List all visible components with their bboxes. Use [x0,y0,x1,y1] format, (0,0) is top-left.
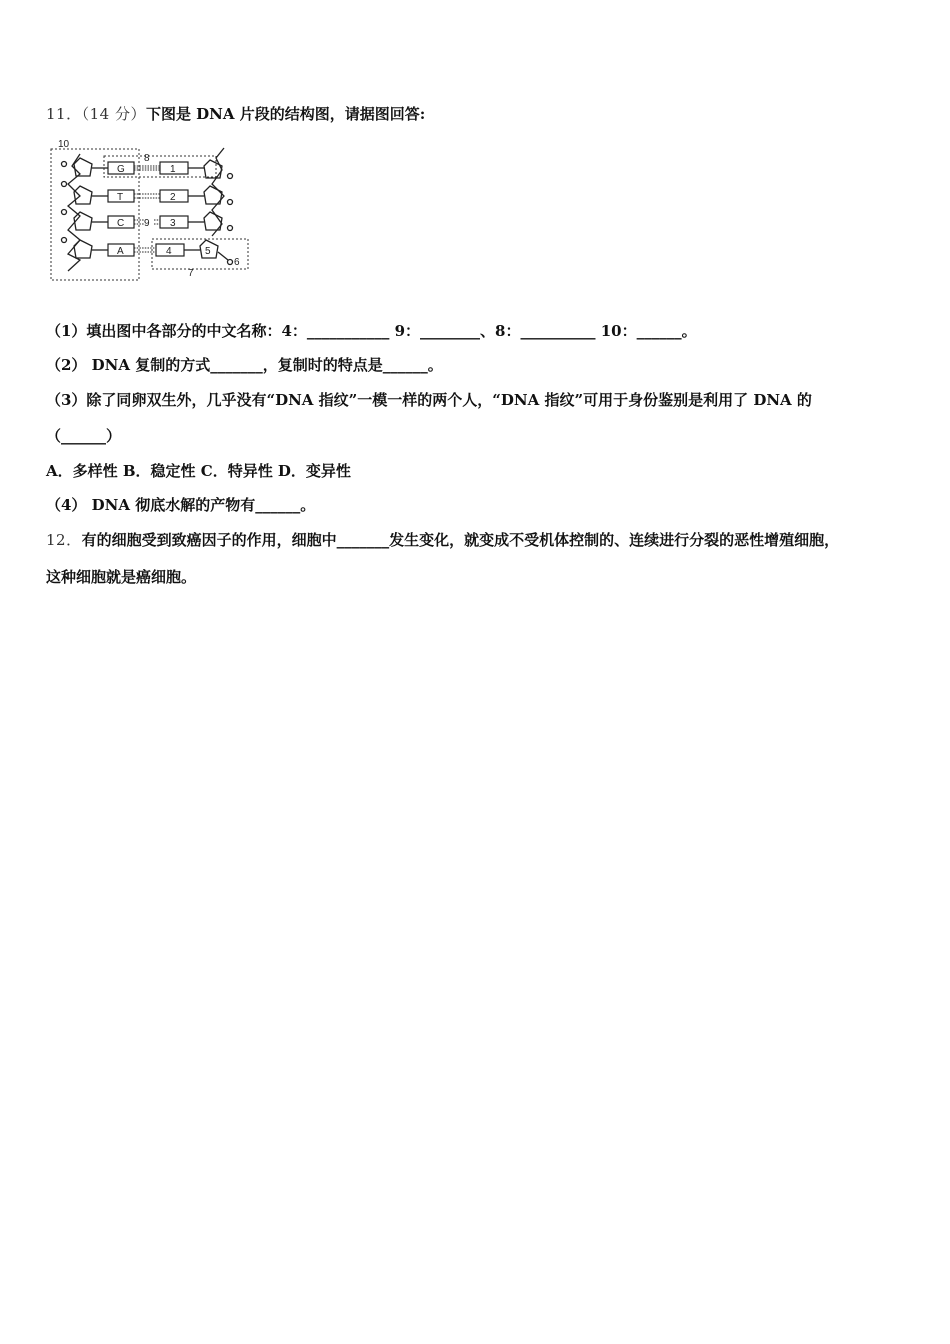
label-7: 7 [188,268,194,279]
question-number: 12． [46,531,82,549]
question-11-options: A．多样性 B．稳定性 C．特异性 D．变异性 [46,462,351,480]
left-bases [108,162,134,256]
question-12-line2: 这种细胞就是癌细胞。 [46,568,197,586]
dna-diagram-svg [46,136,256,282]
base-left-1: G [117,164,125,175]
dna-structure-diagram [46,136,256,282]
base-left-2: T [117,192,124,203]
question-11-sub3-line2: （______） [46,427,122,445]
label-9: 9 [144,218,150,229]
question-11-sub2: （2） DNA 复制的方式_______，复制时的特点是______。 [46,356,443,374]
label-6: 6 [234,257,240,268]
question-11-sub3-line1: （3）除了同卵双生外，几乎没有“DNA 指纹”一模一样的两个人，“DNA 指纹”可用于身份鉴别是利用了 DNA 的 [46,391,812,409]
question-text: 有的细胞受到致癌因子的作用，细胞中_______发生变化，就变成不受机体控制的、连续进行分裂的恶性增殖细胞， [81,531,840,549]
label-5: 5 [205,246,211,257]
right-bases [156,162,188,256]
base-left-3: C [117,218,125,229]
base-right-1: 1 [170,164,176,175]
question-points: （14 分） [81,105,146,123]
base-left-4: A [117,246,124,257]
question-number: 11． [46,105,82,123]
question-11-sub4: （4） DNA 彻底水解的产物有______。 [46,496,316,514]
base-right-2: 2 [170,192,176,203]
label-8: 8 [144,153,150,164]
base-right-3: 3 [170,218,176,229]
base-right-4: 4 [166,246,172,257]
question-12-line1 [46,530,839,550]
question-11-stem [46,104,425,124]
left-backbone [62,154,109,271]
question-11-sub1: （1）填出图中各部分的中文名称：4：___________ 9：________、8：__________ 10：______。 [46,322,697,340]
label-10: 10 [58,139,70,150]
question-text: 下图是 DNA 片段的结构图，请据图回答: [145,105,426,123]
